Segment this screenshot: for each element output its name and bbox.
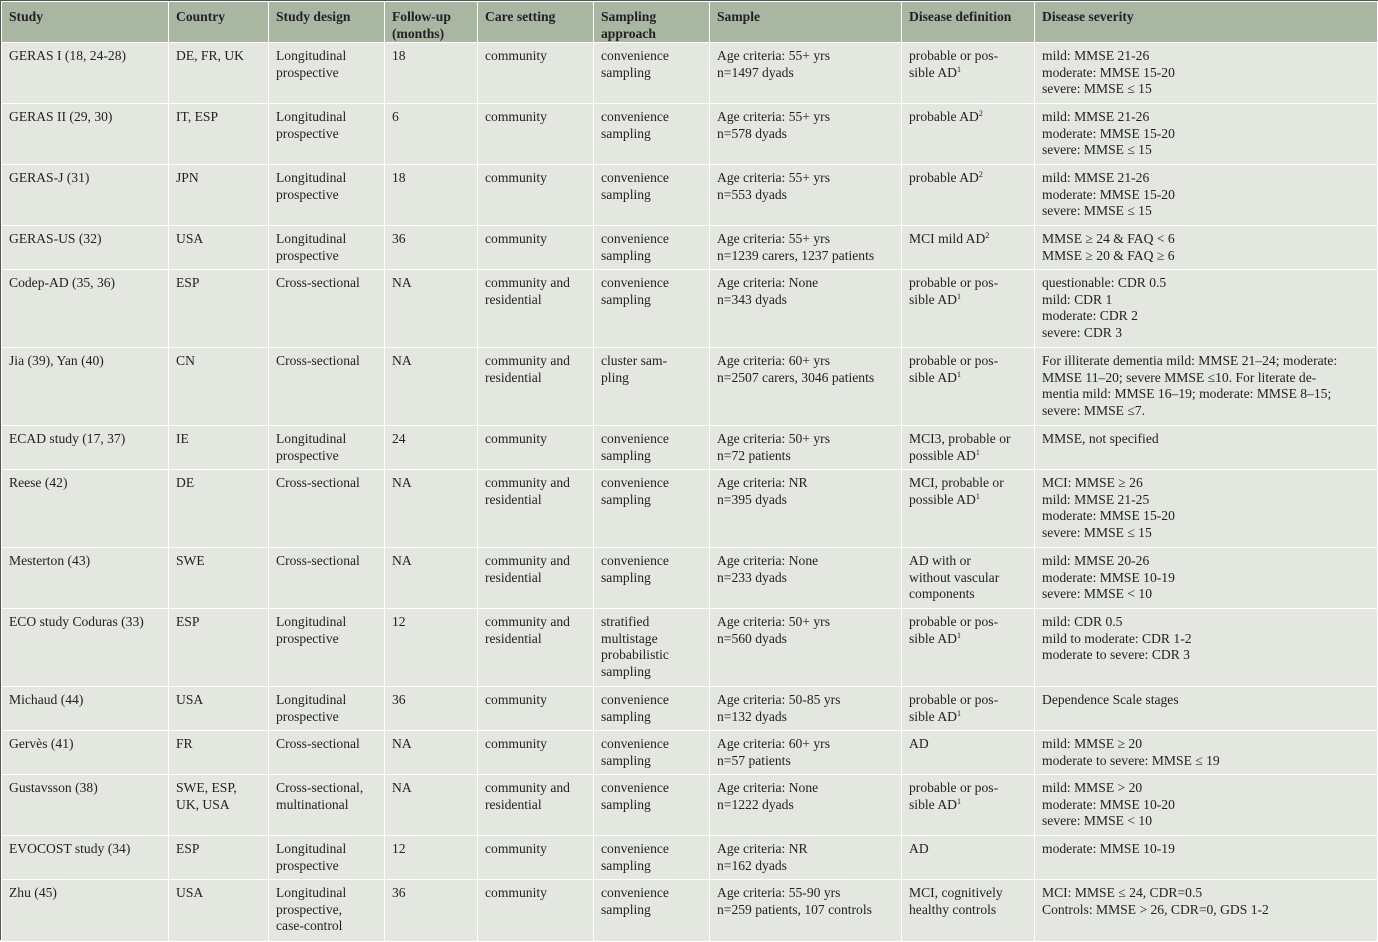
- sampling-approach-cell: cluster sam- pling: [594, 348, 710, 426]
- disease-definition-cell: [902, 43, 1035, 104]
- disease-definition-cell: [902, 548, 1035, 609]
- table-row: [2, 470, 1378, 548]
- follow-up-cell: 18: [385, 165, 478, 226]
- disease-definition-cell: [902, 165, 1035, 226]
- study-cell: GERAS II (29, 30): [2, 104, 169, 165]
- sampling-approach-cell: convenience sampling: [594, 426, 710, 470]
- study-cell: ECO study Coduras (33): [2, 609, 169, 687]
- table-row: [2, 548, 1378, 609]
- study-cell: ECAD study (17, 37): [2, 426, 169, 470]
- care-setting-cell: community and residential: [478, 775, 594, 836]
- study-design-cell: Cross-sectional, multinational: [269, 775, 385, 836]
- footnote-marker: 1: [975, 447, 980, 457]
- care-setting-cell: community: [478, 880, 594, 942]
- study-cell: Zhu (45): [2, 880, 169, 942]
- sample-cell: Age criteria: 55+ yrs n=553 dyads: [710, 165, 902, 226]
- disease-definition-text: probable AD: [909, 109, 979, 124]
- study-cell: GERAS I (18, 24-28): [2, 43, 169, 104]
- sampling-approach-cell: convenience sampling: [594, 775, 710, 836]
- footnote-marker: 1: [956, 796, 961, 806]
- disease-severity-cell: MCI: MMSE ≤ 24, CDR=0.5 Controls: MMSE > 26, CDR=0, GDS 1-2: [1035, 880, 1378, 942]
- follow-up-cell: 36: [385, 880, 478, 942]
- care-setting-cell: community and residential: [478, 548, 594, 609]
- country-cell: CN: [169, 348, 269, 426]
- follow-up-cell: NA: [385, 731, 478, 775]
- disease-definition-cell: [902, 226, 1035, 270]
- column-header-study: Study: [2, 2, 169, 43]
- table-row: [2, 426, 1378, 470]
- study-design-cell: Longitudinal prospective: [269, 165, 385, 226]
- care-setting-cell: community: [478, 43, 594, 104]
- sampling-approach-cell: convenience sampling: [594, 836, 710, 880]
- table-row: [2, 775, 1378, 836]
- country-cell: SWE, ESP, UK, USA: [169, 775, 269, 836]
- care-setting-cell: community: [478, 165, 594, 226]
- disease-definition-text: AD with or without vascular components: [909, 553, 1000, 601]
- study-design-cell: Longitudinal prospective: [269, 43, 385, 104]
- country-cell: DE, FR, UK: [169, 43, 269, 104]
- study-cell: EVOCOST study (34): [2, 836, 169, 880]
- column-header-sampling-approach: Sampling approach: [594, 2, 710, 43]
- care-setting-cell: community: [478, 836, 594, 880]
- table-row: [2, 836, 1378, 880]
- disease-definition-cell: [902, 609, 1035, 687]
- study-cell: Michaud (44): [2, 687, 169, 731]
- country-cell: USA: [169, 687, 269, 731]
- study-cell: Mesterton (43): [2, 548, 169, 609]
- footnote-marker: 1: [956, 369, 961, 379]
- column-header-disease-severity: Disease severity: [1035, 2, 1378, 43]
- follow-up-cell: 36: [385, 687, 478, 731]
- follow-up-cell: 6: [385, 104, 478, 165]
- footnote-marker: 1: [975, 491, 980, 501]
- disease-definition-cell: [902, 731, 1035, 775]
- care-setting-cell: community and residential: [478, 470, 594, 548]
- study-design-cell: Cross-sectional: [269, 548, 385, 609]
- table-row: [2, 226, 1378, 270]
- study-cell: GERAS-J (31): [2, 165, 169, 226]
- footnote-marker: 2: [985, 231, 990, 240]
- care-setting-cell: community: [478, 687, 594, 731]
- country-cell: ESP: [169, 836, 269, 880]
- sample-cell: Age criteria: 60+ yrs n=57 patients: [710, 731, 902, 775]
- table-row: [2, 731, 1378, 775]
- sampling-approach-cell: convenience sampling: [594, 270, 710, 348]
- study-cell: Reese (42): [2, 470, 169, 548]
- care-setting-cell: community and residential: [478, 348, 594, 426]
- study-cell: Gustavsson (38): [2, 775, 169, 836]
- study-design-cell: Longitudinal prospective: [269, 609, 385, 687]
- column-header-disease-definition: Disease definition: [902, 2, 1035, 43]
- disease-severity-cell: mild: MMSE 20-26 moderate: MMSE 10-19 severe: MMSE < 10: [1035, 548, 1378, 609]
- country-cell: ESP: [169, 270, 269, 348]
- disease-definition-text: MCI3, probable or possible AD: [909, 431, 1011, 463]
- sample-cell: Age criteria: 50-85 yrs n=132 dyads: [710, 687, 902, 731]
- sample-cell: Age criteria: None n=1222 dyads: [710, 775, 902, 836]
- disease-severity-cell: mild: MMSE 21-26 moderate: MMSE 15-20 severe: MMSE ≤ 15: [1035, 165, 1378, 226]
- disease-severity-cell: Dependence Scale stages: [1035, 687, 1378, 731]
- disease-definition-cell: [902, 348, 1035, 426]
- column-header-care-setting: Care setting: [478, 2, 594, 43]
- disease-definition-text: MCI mild AD: [909, 231, 986, 246]
- country-cell: USA: [169, 880, 269, 942]
- table-row: [2, 880, 1378, 942]
- study-cell: Gervès (41): [2, 731, 169, 775]
- footnote-marker: 1: [956, 630, 961, 640]
- disease-definition-text: probable or pos- sible AD: [909, 614, 999, 646]
- sampling-approach-cell: convenience sampling: [594, 470, 710, 548]
- column-header-country: Country: [169, 2, 269, 43]
- disease-definition-cell: [902, 426, 1035, 470]
- disease-definition-cell: [902, 836, 1035, 880]
- disease-definition-text: probable or pos- sible AD: [909, 353, 999, 385]
- study-design-cell: Cross-sectional: [269, 348, 385, 426]
- follow-up-cell: NA: [385, 270, 478, 348]
- sampling-approach-cell: convenience sampling: [594, 43, 710, 104]
- disease-severity-cell: mild: MMSE 21-26 moderate: MMSE 15-20 severe: MMSE ≤ 15: [1035, 43, 1378, 104]
- follow-up-cell: NA: [385, 470, 478, 548]
- sample-cell: Age criteria: 50+ yrs n=72 patients: [710, 426, 902, 470]
- follow-up-cell: 18: [385, 43, 478, 104]
- study-cell: Jia (39), Yan (40): [2, 348, 169, 426]
- country-cell: IE: [169, 426, 269, 470]
- follow-up-cell: NA: [385, 775, 478, 836]
- care-setting-cell: community: [478, 426, 594, 470]
- disease-severity-cell: MMSE ≥ 24 & FAQ < 6 MMSE ≥ 20 & FAQ ≥ 6: [1035, 226, 1378, 270]
- care-setting-cell: community and residential: [478, 270, 594, 348]
- table-row: [2, 165, 1378, 226]
- study-design-cell: Longitudinal prospective: [269, 836, 385, 880]
- disease-severity-cell: mild: CDR 0.5 mild to moderate: CDR 1-2 moderate to severe: CDR 3: [1035, 609, 1378, 687]
- table-row: [2, 348, 1378, 426]
- care-setting-cell: community: [478, 731, 594, 775]
- footnote-marker: 1: [956, 708, 961, 718]
- study-design-cell: Longitudinal prospective: [269, 226, 385, 270]
- care-setting-cell: community: [478, 226, 594, 270]
- study-design-cell: Cross-sectional: [269, 731, 385, 775]
- footnote-marker: 1: [956, 291, 961, 301]
- sampling-approach-cell: stratified multistage probabilistic sampling: [594, 609, 710, 687]
- follow-up-cell: NA: [385, 548, 478, 609]
- study-design-cell: Cross-sectional: [269, 470, 385, 548]
- disease-definition-cell: [902, 880, 1035, 942]
- sample-cell: Age criteria: None n=233 dyads: [710, 548, 902, 609]
- study-characteristics-table: [1, 1, 1378, 942]
- care-setting-cell: community and residential: [478, 609, 594, 687]
- disease-definition-text: probable or pos- sible AD: [909, 692, 999, 724]
- sampling-approach-cell: convenience sampling: [594, 226, 710, 270]
- table-row: [2, 43, 1378, 104]
- disease-definition-text: probable AD: [909, 170, 979, 185]
- table-row: [2, 687, 1378, 731]
- disease-definition-text: AD: [909, 841, 929, 856]
- care-setting-cell: community: [478, 104, 594, 165]
- table-row: [2, 104, 1378, 165]
- sampling-approach-cell: convenience sampling: [594, 687, 710, 731]
- column-header-follow-up: Follow-up (months): [385, 2, 478, 43]
- follow-up-cell: NA: [385, 348, 478, 426]
- column-header-study-design: Study design: [269, 2, 385, 43]
- sample-cell: Age criteria: None n=343 dyads: [710, 270, 902, 348]
- disease-severity-cell: moderate: MMSE 10-19: [1035, 836, 1378, 880]
- study-design-cell: Longitudinal prospective: [269, 104, 385, 165]
- study-design-cell: Longitudinal prospective, case-control: [269, 880, 385, 942]
- disease-definition-cell: [902, 104, 1035, 165]
- sample-cell: Age criteria: 55+ yrs n=1497 dyads: [710, 43, 902, 104]
- study-cell: GERAS-US (32): [2, 226, 169, 270]
- disease-definition-cell: [902, 775, 1035, 836]
- disease-definition-cell: [902, 270, 1035, 348]
- sampling-approach-cell: convenience sampling: [594, 165, 710, 226]
- study-design-cell: Cross-sectional: [269, 270, 385, 348]
- disease-definition-text: AD: [909, 736, 929, 751]
- table-row: [2, 270, 1378, 348]
- country-cell: DE: [169, 470, 269, 548]
- sampling-approach-cell: convenience sampling: [594, 548, 710, 609]
- disease-severity-cell: questionable: CDR 0.5 mild: CDR 1 moderate: CDR 2 severe: CDR 3: [1035, 270, 1378, 348]
- sampling-approach-cell: convenience sampling: [594, 731, 710, 775]
- table-body: [2, 43, 1378, 942]
- sample-cell: Age criteria: 60+ yrs n=2507 carers, 3046 patients: [710, 348, 902, 426]
- footnote-marker: 2: [978, 109, 983, 118]
- follow-up-cell: 12: [385, 836, 478, 880]
- disease-definition-cell: [902, 470, 1035, 548]
- sample-cell: Age criteria: 50+ yrs n=560 dyads: [710, 609, 902, 687]
- country-cell: IT, ESP: [169, 104, 269, 165]
- header-row: [2, 2, 1378, 43]
- country-cell: ESP: [169, 609, 269, 687]
- disease-definition-text: probable or pos- sible AD: [909, 275, 999, 307]
- footnote-marker: 1: [956, 64, 961, 74]
- sample-cell: Age criteria: 55+ yrs n=1239 carers, 1237 patients: [710, 226, 902, 270]
- disease-severity-cell: mild: MMSE ≥ 20 moderate to severe: MMSE ≤ 19: [1035, 731, 1378, 775]
- country-cell: USA: [169, 226, 269, 270]
- study-design-cell: Longitudinal prospective: [269, 426, 385, 470]
- disease-definition-text: probable or pos- sible AD: [909, 48, 999, 80]
- table-row: [2, 609, 1378, 687]
- follow-up-cell: 24: [385, 426, 478, 470]
- country-cell: FR: [169, 731, 269, 775]
- disease-definition-text: MCI, cognitively healthy controls: [909, 885, 1003, 917]
- country-cell: JPN: [169, 165, 269, 226]
- sample-cell: Age criteria: NR n=162 dyads: [710, 836, 902, 880]
- sampling-approach-cell: convenience sampling: [594, 880, 710, 942]
- follow-up-cell: 12: [385, 609, 478, 687]
- sample-cell: Age criteria: 55-90 yrs n=259 patients, 107 controls: [710, 880, 902, 942]
- disease-definition-text: probable or pos- sible AD: [909, 780, 999, 812]
- footnote-marker: 2: [978, 170, 983, 179]
- disease-severity-cell: mild: MMSE > 20 moderate: MMSE 10-20 severe: MMSE < 10: [1035, 775, 1378, 836]
- disease-severity-cell: MMSE, not specified: [1035, 426, 1378, 470]
- follow-up-cell: 36: [385, 226, 478, 270]
- column-header-sample: Sample: [710, 2, 902, 43]
- disease-definition-cell: [902, 687, 1035, 731]
- sample-cell: Age criteria: 55+ yrs n=578 dyads: [710, 104, 902, 165]
- disease-severity-cell: MCI: MMSE ≥ 26 mild: MMSE 21-25 moderate: MMSE 15-20 severe: MMSE ≤ 15: [1035, 470, 1378, 548]
- country-cell: SWE: [169, 548, 269, 609]
- sample-cell: Age criteria: NR n=395 dyads: [710, 470, 902, 548]
- study-design-cell: Longitudinal prospective: [269, 687, 385, 731]
- disease-severity-cell: mild: MMSE 21-26 moderate: MMSE 15-20 severe: MMSE ≤ 15: [1035, 104, 1378, 165]
- disease-severity-cell: For illiterate dementia mild: MMSE 21–24; moderate: MMSE 11–20; severe MMSE ≤10. For literate de- mentia mild: MMSE 16–19; moderate: MMSE 8–15; severe: MMSE ≤7.: [1035, 348, 1378, 426]
- study-cell: Codep-AD (35, 36): [2, 270, 169, 348]
- disease-definition-text: MCI, probable or possible AD: [909, 475, 1004, 507]
- sampling-approach-cell: convenience sampling: [594, 104, 710, 165]
